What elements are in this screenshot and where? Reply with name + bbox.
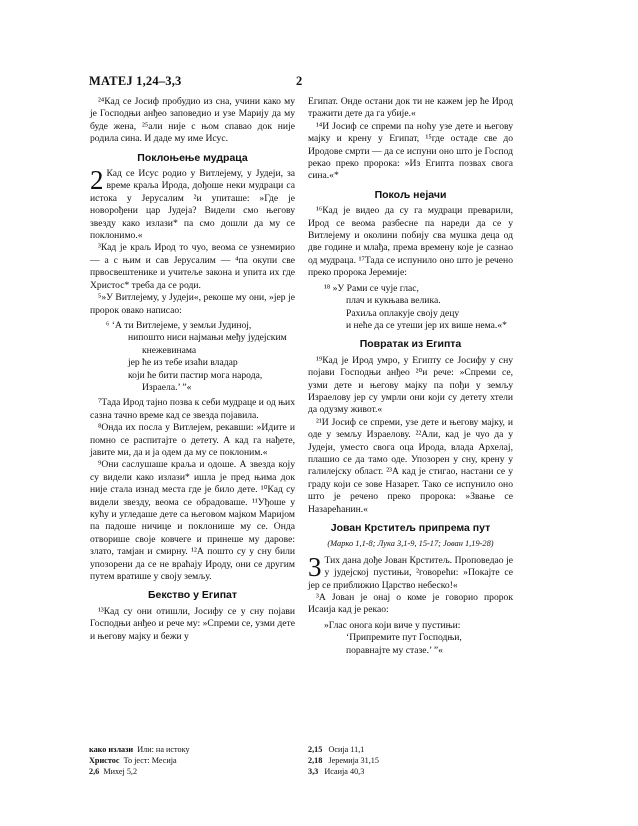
paragraph: ¹⁶Кад је видео да су га мудраци преварили, Ирод се веома разбесне па нареди да се у Витлејему и околини побију сва мушка деца од две године и млађа, према времену које је сазнао од мудраца. ¹⁷Тада се испунило оно што је речено преко пророка Јеремије: (308, 205, 513, 279)
footnote-key: 2,6 (89, 767, 100, 776)
footnote (308, 766, 518, 777)
section-heading: Покољ нејачи (374, 188, 447, 201)
poetry-quote (308, 283, 513, 333)
paragraph: ⁸Онда их посла у Витлејем, рекавши: »Идите и помно се распитајте о детету. А кад га нађете, јавите ми, да и ја одем да му се поклоним.« (90, 422, 295, 458)
section-heading: Бекство у Египат (147, 589, 238, 602)
poem-line: ¹⁸ »У Рами се чује глас, (324, 282, 419, 294)
footnote (89, 766, 299, 777)
footnote-key: 2,18 (308, 756, 323, 765)
paragraph: ¹⁹Кад је Ирод умро, у Египту се Јосифу у сну појави Господњи анђео ²⁰и рече: »Спреми се, узми дете и његову мајку па пођи у земљу Израелову јер су умрли они који су детету хтели да одузму живот.« (308, 354, 513, 416)
poetry-quote (308, 620, 513, 657)
paragraph: ⁵»У Витлејему, у Јудеји«, рекоше му они, »јер је пророк овако написао: (90, 292, 295, 316)
paragraph: ³А Јован је онај о коме је говорио пророк Исаија кад је рекао: (308, 592, 513, 616)
paragraph-text: Кад се Исус родио у Витлејему, у Јудеји, за време краља Ирода, дођоше неки мудраци са истока у Јерусалим ²и упиташе: »Где је новорођени цар Јудеја? Видели смо његову звезду како излази* па смо дошли да му се поклонимо.« (90, 168, 295, 242)
footnotes-left (89, 744, 299, 777)
footnote-text: То јест: Месија (123, 756, 177, 765)
footnote-key: 3,3 (308, 767, 319, 776)
paragraph: ⁷Тада Ирод тајно позва к себи мудраце и од њих сазна тачно време кад се звезда појавила. (90, 397, 295, 421)
poem-line: Рахиља оплакује своју децу (346, 307, 460, 319)
footnote-key: Христос (89, 756, 120, 765)
poem-line: јер ће из тебе изаћи владар (128, 357, 238, 369)
page-number: 2 (296, 74, 303, 88)
left-column (90, 96, 295, 643)
footnotes-right (308, 744, 518, 777)
footnote-key: 2,15 (308, 745, 323, 754)
section-heading: Јован Крститељ припрема пут (330, 522, 491, 534)
poem-line: Израела.’ ”« (142, 381, 192, 393)
paragraph: ²⁴Кад се Јосиф пробудио из сна, учини како му је Господњи анђео заповедио и узе Марију да му буде жена, ²⁵али није с њом спавао док није родила сина. И даде му име Исус. (90, 96, 295, 145)
section-heading: Поклоњење мудраца (137, 151, 248, 164)
poem-line: и неће да се утеши јер их више нема.«* (346, 319, 507, 331)
poem-line: ⁶ ‘А ти Витлејеме, у земљи Јудиној, (106, 319, 252, 331)
chapter-number: 2 (90, 165, 104, 196)
paragraph (308, 551, 513, 592)
poem-line: »Глас онога који виче у пустињи: (324, 619, 461, 631)
footnote-text: Исаија 40,3 (324, 767, 365, 776)
paragraph-text: Тих дана дође Јован Крститељ. Проповедао је у јудејској пустињи, ²говорећи: »Покајте се јер се приближио Царство небеско!« (308, 554, 513, 591)
running-header: MATEJ 1,24–3,3 (89, 74, 182, 88)
paragraph: ¹³Кад су они отишли, Јосифу се у сну појави Господњи анђео и рече му: »Спреми се, узми дете и његову мајку и бежи у (90, 605, 295, 642)
poem-line: поравнајте му стазе.’ ”« (346, 644, 443, 656)
right-column (308, 96, 513, 660)
footnote-text: Михеј 5,2 (103, 767, 138, 776)
poem-line: ‘Припремите пут Господњи, (346, 632, 462, 644)
section-heading: Повратак из Египта (359, 338, 462, 351)
paragraph: ⁹Они саслушаше краља и одоше. А звезда коју су видели како излази* ишла је пред њима док није стала изнад места где је било дете. ¹⁰Кад су видели звезду, веома се обрадоваше. ¹¹Уђоше у кућу и угледаше дете са његовом мајком Маријом па падоше ничице и поклонише му се. Онда отворише своје ковчеге и принеше му дарове: злато, тамјан и смирну. ¹²А пошто су у сну били упозорени да се не враћају Ироду, они се другим путем вратише у своју земљу. (90, 459, 295, 583)
poetry-quote (90, 320, 295, 394)
footnote (89, 755, 299, 766)
footnote-key: како излази (89, 745, 134, 754)
cross-reference: (Марко 1,1-8; Лука 3,1-9, 15-17; Јован 1,19-28) (327, 539, 494, 549)
poem-line: плач и кукњава велика. (346, 295, 441, 307)
poem-line: кнежевинама (142, 344, 197, 356)
footnote-text: Јеремија 31,15 (328, 756, 379, 765)
footnote (308, 744, 518, 755)
poem-line: нипошто ниси најмањи међу јудејским (128, 332, 287, 344)
poem-line: који ће бити пастир мога народа, (128, 369, 263, 381)
paragraph (90, 165, 295, 242)
footnote (308, 755, 518, 766)
paragraph: Египат. Онде остани док ти не кажем јер ће Ирод тражити дете да га убије.« (308, 96, 513, 120)
paragraph: ²¹И Јосиф се спреми, узе дете и његову мајку, и оде у земљу Израелову. ²²Али, кад је чуо да у Јудеји, уместо свога оца Ирода, влада Архелај, плашио се да тамо оде. Упозорен у сну, крену у галилејску област. ²³А кад је стигао, настани се у граду који се зове Назарет. Тако се испунило оно што је речено преко пророка: »Звање се Назарећанин.« (308, 416, 513, 515)
paragraph: ³Кад је краљ Ирод то чуо, веома се узнемирио — а с њим и сав Јерусалим — ⁴па окупи све првосвештенике и учитеље закона и упита их где Христос* треба да се роди. (90, 242, 295, 291)
footnote-text: Или: на истоку (137, 745, 190, 754)
footnote-text: Осија 11,1 (328, 745, 365, 754)
chapter-number: 3 (308, 551, 322, 582)
footnote (89, 744, 299, 755)
paragraph: ¹⁴И Јосиф се спреми па ноћу узе дете и његову мајку и крену у Египат, ¹⁵где остаде све до Иродове смрти — да се испуни оно што је Господ рекао преко пророка: »Из Египта позвах свога сина.«* (308, 120, 513, 182)
